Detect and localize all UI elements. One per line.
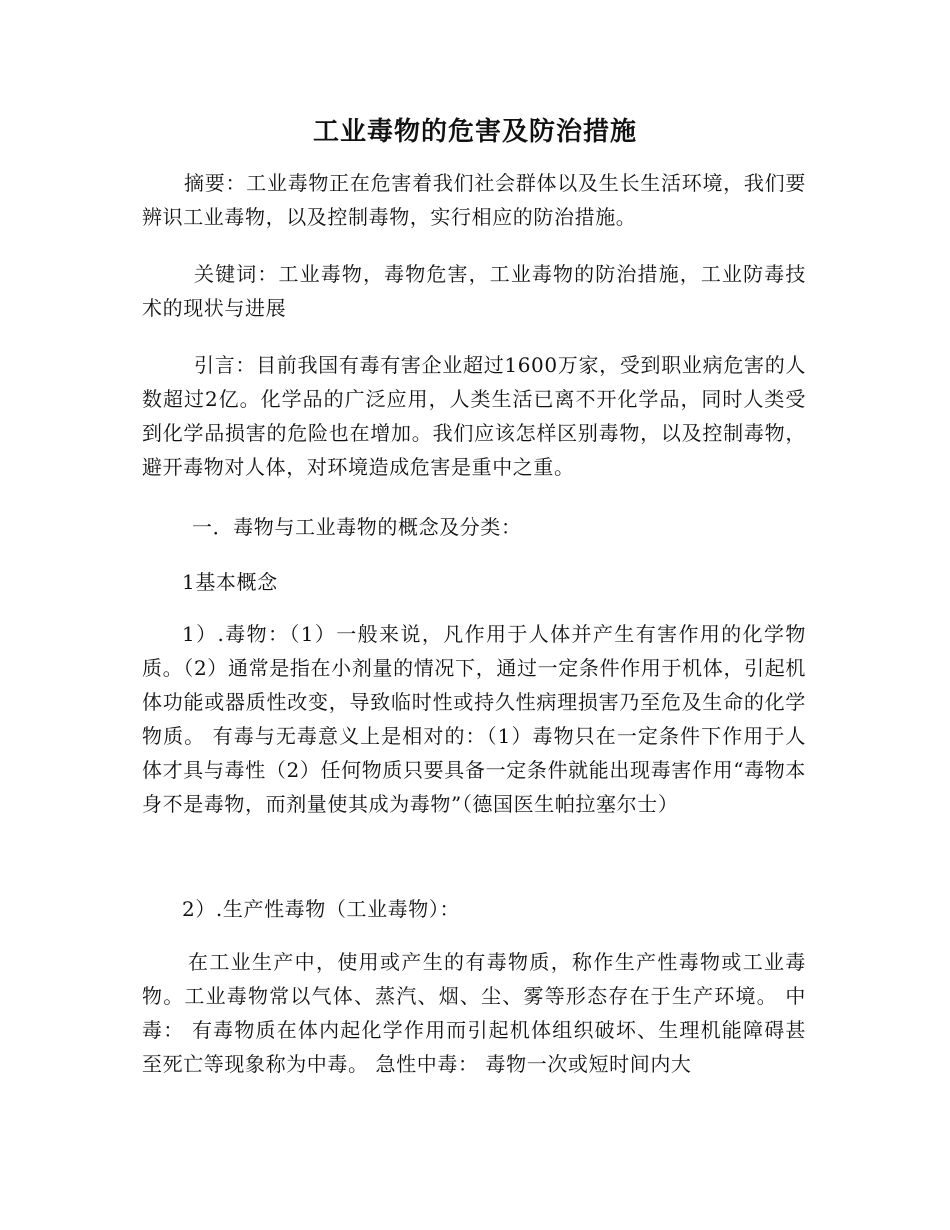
section-heading: 一．毒物与工业毒物的概念及分类： <box>192 515 522 539</box>
subitem-heading-industrial-poison: 2）.生产性毒物（工业毒物）： <box>182 897 461 921</box>
keywords-paragraph: 关键词：工业毒物，毒物危害，工业毒物的防治措施，工业防毒技术的现状与进展 <box>142 262 806 320</box>
document-title: 工业毒物的危害及防治措施 <box>312 117 637 147</box>
abstract-paragraph: 摘要：工业毒物正在危害着我们社会群体以及生长生活环境，我们要辨识工业毒物，以及控制毒物，实行相应的防治措施。 <box>142 171 806 229</box>
subsection-heading: 1基本概念 <box>182 570 278 594</box>
definition-paragraph-poison: 1）.毒物：（1）一般来说，凡作用于人体并产生有害作用的化学物质。（2）通常是指在小剂量的情况下，通过一定条件作用于机体，引起机体功能或器质性改变，导致临时性或持久性病理损害乃至危及生命的化学物质。 有毒与无毒意义上是相对的：（1）毒物只在一定条件下作用于人体才具与毒性（2）任何物质只要具备一定条件就能出现毒害作用“毒物本身不是毒物，而剂量使其成为毒物”（德国医生帕拉塞尔士） <box>142 622 806 816</box>
definition-paragraph-industrial-poison: 在工业生产中，使用或产生的有毒物质，称作生产性毒物或工业毒物。工业毒物常以气体、蒸汽、烟、尘、雾等形态存在于生产环境。 中毒： 有毒物质在体内起化学作用而引起机体组织破坏、生理机能障碍甚至死亡等现象称为中毒。 急性中毒： 毒物一次或短时间内大 <box>142 950 806 1076</box>
introduction-paragraph: 引言：目前我国有毒有害企业超过1600万家，受到职业病危害的人数超过2亿。化学品的广泛应用，人类生活已离不开化学品，同时人类受到化学品损害的危险也在增加。我们应该怎样区别毒物，以及控制毒物，避开毒物对人体，对环境造成危害是重中之重。 <box>142 353 806 479</box>
